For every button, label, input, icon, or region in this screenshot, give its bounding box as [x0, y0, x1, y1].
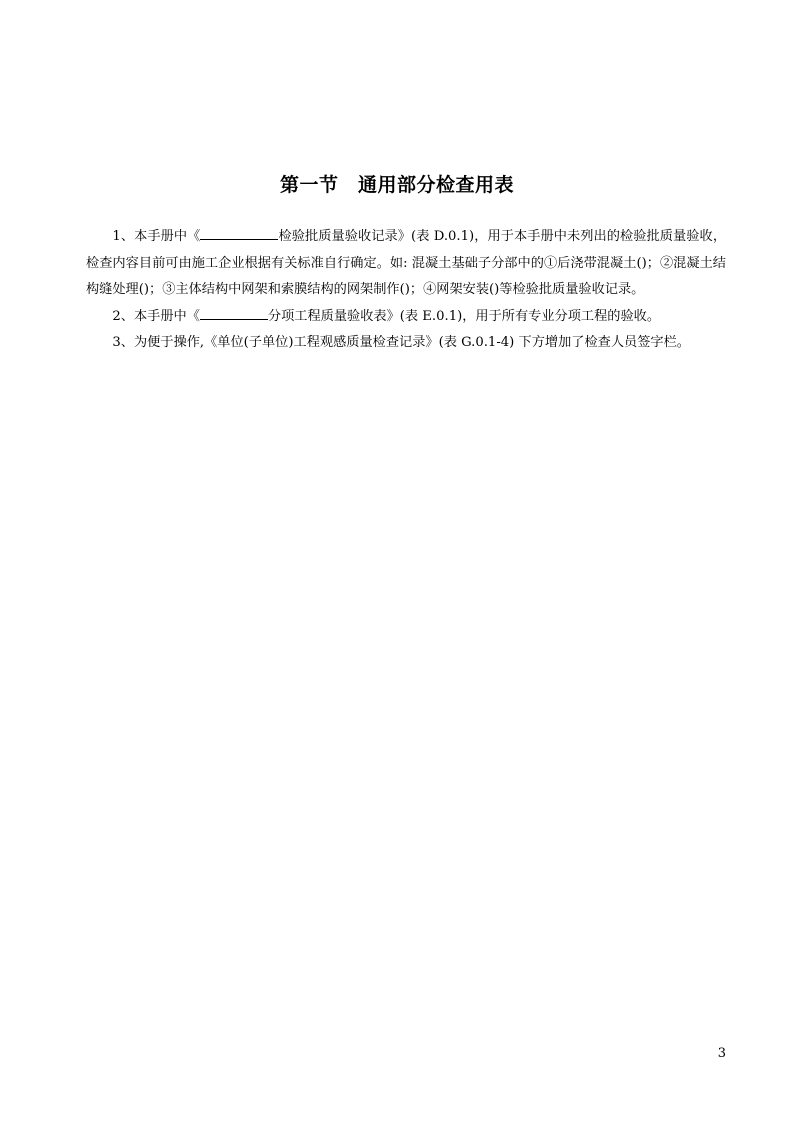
fill-in-blank [200, 226, 278, 240]
section-title: 第一节 通用部分检查用表 [279, 174, 514, 196]
body-text [86, 224, 726, 357]
paragraph-2-prefix: 2、本手册中《 [112, 308, 200, 324]
paragraph-3 [86, 330, 726, 357]
paragraph-2-text: 分项工程质量验收表》(表 E.0.1)，用于所有专业分项工程的验收。 [267, 308, 661, 324]
paragraph-2 [86, 304, 726, 331]
paragraph-1-text: 检验批质量验收记录》(表 D.0.1)，用于本手册中未列出的检验批质量验收，检查内容目前可由施工企业根据有关标准自行确定。如: 混凝土基础子分部中的①后浇带混凝土()；②混凝土结构缝处理()；③主体结构中网架和索膜结构的网架制作()；④网架安装()等检验批质量验收记录。 [86, 229, 727, 297]
fill-in-blank [200, 306, 268, 320]
paragraph-3-text: 3、为便于操作,《单位(子单位)工程观感质量检查记录》(表 G.0.1-4) 下方增加了检查人员签字栏。 [112, 335, 690, 350]
paragraph-1-prefix: 1、本手册中《 [112, 229, 201, 244]
page-number: 3 [717, 1046, 726, 1061]
paragraph-1 [86, 224, 726, 304]
